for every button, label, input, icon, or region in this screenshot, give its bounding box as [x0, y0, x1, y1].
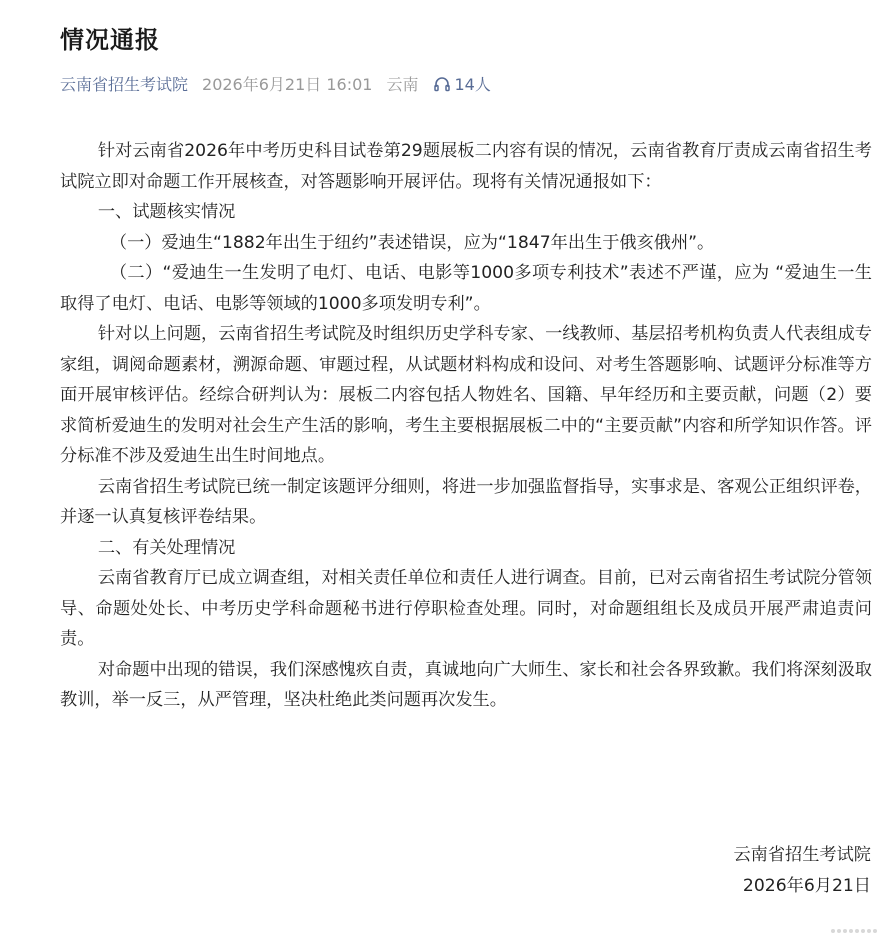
signature-org: 云南省招生考试院 [733, 845, 871, 865]
listen-button[interactable] [433, 72, 491, 95]
paragraph-item-2: （二）“爱迪生一生发明了电灯、电话、电影等1000多项专利技术”表述不严谨，应为 “爱迪生一生取得了电灯、电话、电影等领域的1000多项发明专利”。 [60, 263, 872, 314]
signature-block [733, 840, 871, 901]
article-meta [60, 72, 491, 95]
paragraph-apology: 对命题中出现的错误，我们深感愧疚自责，真诚地向广大师生、家长和社会各界致歉。我们将深刻汲取教训，举一反三，从严管理，坚决杜绝此类问题再次发生。 [60, 659, 872, 710]
section-heading-verification: 一、试题核实情况 [97, 202, 236, 222]
paragraph-grading: 云南省招生考试院已统一制定该题评分细则，将进一步加强监督指导，实事求是、客观公正组织评卷，并逐一认真复核评卷结果。 [60, 476, 872, 527]
listen-count: 14人 [454, 75, 491, 94]
publish-region: 云南 [386, 75, 419, 94]
signature-date: 2026年6月21日 [742, 875, 871, 896]
paragraph-review: 针对以上问题，云南省招生考试院及时组织历史学科专家、一线教师、基层招考机构负责人代表组成专家组，调阅命题素材，溯源命题、审题过程，从试题材料构成和设问、对考生答题影响、试题评分标准等方面开展审核评估。经综合研判认为：展板二内容包括人物姓名、国籍、早年经历和主要贡献，问题（2）要求简析爱迪生的发明对社会生产生活的影响，考生主要根据展板二中的“主要贡献”内容和所学知识作答。评分标准不涉及爱迪生出生时间地点。 [60, 324, 872, 466]
headphones-icon [433, 76, 451, 92]
resize-grip-icon [829, 923, 881, 939]
article-body [60, 136, 872, 716]
paragraph-investigation: 云南省教育厅已成立调查组，对相关责任单位和责任人进行调查。目前，已对云南省招生考试院分管领导、命题处处长、中考历史学科命题秘书进行停职检查处理。同时，对命题组组长及成员开展严肃追责问责。 [60, 568, 872, 649]
paragraph-intro: 针对云南省2026年中考历史科目试卷第29题展板二内容有误的情况，云南省教育厅责成云南省招生考试院立即对命题工作开展核查，对答题影响开展评估。现将有关情况通报如下： [60, 141, 872, 192]
article-title: 情况通报 [60, 26, 160, 54]
publish-time: 2026年6月21日 16:01 [202, 75, 373, 94]
paragraph-item-1: （一）爱迪生“1882年出生于纽约”表述错误，应为“1847年出生于俄亥俄州”。 [109, 232, 715, 253]
account-name-link[interactable]: 云南省招生考试院 [60, 75, 189, 94]
section-heading-handling: 二、有关处理情况 [97, 537, 236, 558]
